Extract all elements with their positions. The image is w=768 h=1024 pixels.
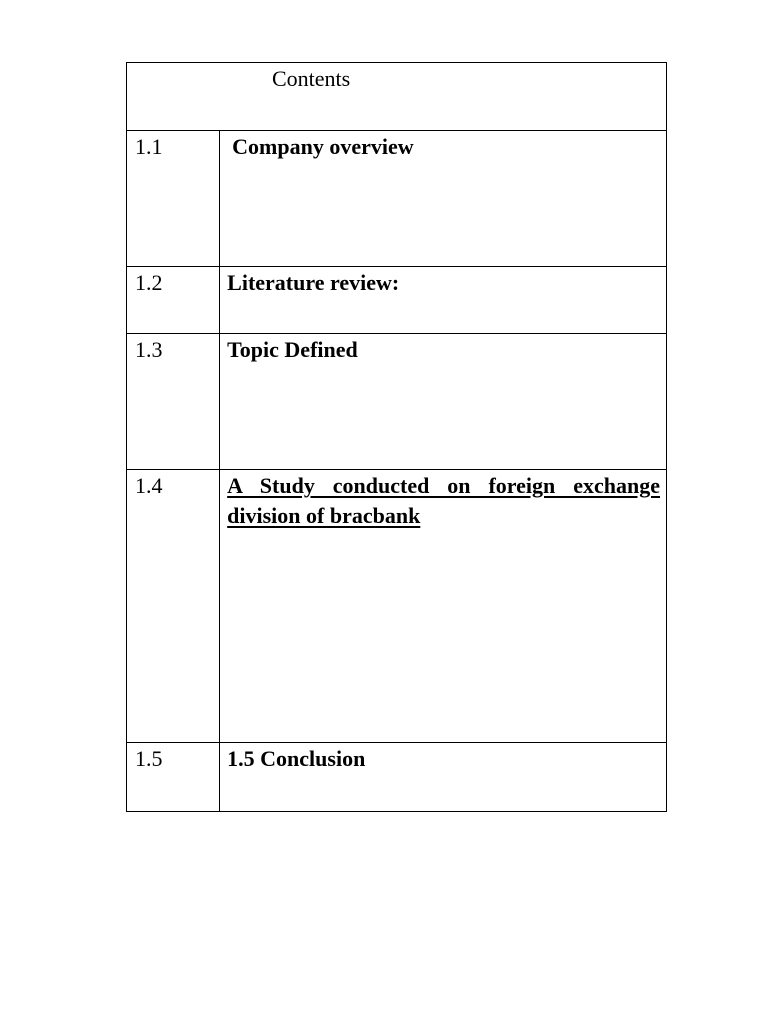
contents-header-row [127, 63, 667, 131]
section-number-cell [127, 267, 220, 334]
table-row [127, 334, 667, 470]
section-number-cell [127, 470, 220, 743]
table-row [127, 267, 667, 334]
table-row [127, 131, 667, 267]
section-title-cell [220, 131, 667, 267]
section-number-cell [127, 131, 220, 267]
section-title: Company overview [232, 134, 414, 159]
section-title: Literature review: [227, 270, 400, 295]
section-number-cell [127, 743, 220, 812]
contents-table [126, 62, 667, 812]
section-number: 1.5 [135, 746, 163, 771]
section-number: 1.2 [135, 270, 163, 295]
section-title: A Study conducted on foreign exchange division of bracbank [227, 473, 660, 528]
contents-header-cell [127, 63, 667, 131]
section-number: 1.4 [135, 473, 163, 498]
section-title: Topic Defined [227, 337, 358, 362]
section-title-cell [220, 267, 667, 334]
table-row [127, 743, 667, 812]
section-number-cell [127, 334, 220, 470]
section-title-cell [220, 334, 667, 470]
table-row [127, 470, 667, 743]
contents-heading: Contents [272, 66, 351, 91]
section-number: 1.1 [135, 134, 163, 159]
section-title-cell [220, 743, 667, 812]
section-title-cell [220, 470, 667, 743]
section-title: 1.5 Conclusion [227, 746, 366, 771]
section-number: 1.3 [135, 337, 163, 362]
